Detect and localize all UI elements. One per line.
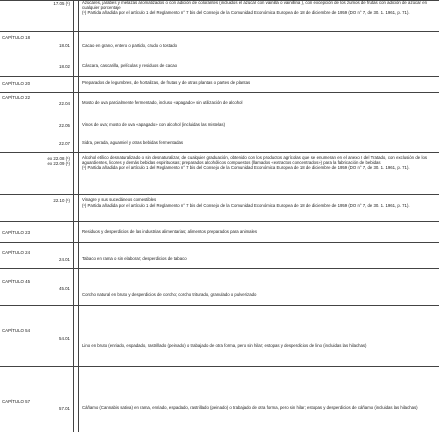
- row-divider: [0, 92, 439, 93]
- row-divider: [0, 242, 439, 243]
- chapter-label: CAPÍTULO 45: [2, 279, 31, 284]
- footnote: (¹) Partida añadida por el artículo 1 del Reglamento n° 7 bis del Consejo de la Comunidad Económica Europea de 18 de diciembre de 1959 (DO n° 7, de 30. 1. 1961, p. 71).: [82, 10, 410, 16]
- row-divider: [0, 31, 439, 32]
- product-description: [82, 156, 427, 171]
- product-description: [82, 257, 427, 262]
- tariff-code: 54.01: [59, 336, 70, 341]
- product-description: [82, 293, 427, 298]
- row-divider: [0, 152, 439, 153]
- chapter-label: CAPÍTULO 23: [2, 230, 31, 235]
- product-description: [82, 141, 427, 146]
- description-text: Tabaco en rama o sin elaborar; desperdicios de tabaco: [82, 256, 187, 261]
- row-divider: [0, 194, 439, 195]
- product-description: [82, 344, 427, 349]
- tariff-code: 22.07: [59, 141, 70, 146]
- product-description: [82, 406, 427, 411]
- chapter-label: CAPÍTULO 57: [2, 399, 31, 404]
- chapter-label: CAPÍTULO 22: [2, 95, 31, 100]
- description-text: Vinagre y sus sucedáneos comestibles: [82, 197, 157, 202]
- row-divider: [0, 305, 439, 306]
- column-divider-right: [78, 0, 79, 432]
- description-text: Cáscara, cascarilla, películas y residuos de cacao: [82, 63, 178, 68]
- description-text: Azúcares, jarabes y melazas aromatizados o con adición de colorantes (incluidos el azúcar con vainilla o vainillina ), con excepción de los zumos de frutas con adición de azúcar en cualquier porcentaje: [82, 0, 427, 10]
- description-text: Cacao en grano, entero o partido, crudo o tostado: [82, 43, 178, 48]
- chapter-label: CAPÍTULO 20: [2, 81, 31, 86]
- tariff-code: 22.10 (¹): [53, 198, 70, 203]
- footnote: (¹) Partida añadida por el artículo 1 del Reglamento n° 7 bis del Consejo de la Comunidad Económica Europea de 18 de diciembre de 1959 (DO n° 7, de 30. 1. 1961, p. 71).: [82, 202, 410, 208]
- description-text: Lino en bruto (enriado, espadado, rastrillado (peinado) o trabajado de otra forma, pero sin hilar; estopas y desperdicios de lino (incluidas las hilachas): [82, 343, 367, 348]
- tariff-code: 57.01: [59, 406, 70, 411]
- description-text: Mosto de uva parcialmente fermentado, incluso «apagado» sin utilización de alcohol: [82, 100, 243, 105]
- product-description: [82, 1, 427, 16]
- tariff-code: 17.05 (¹): [53, 1, 70, 6]
- description-text: Preparados de legumbres, de hortalizas, de frutas y de otras plantas o partes de plantas: [82, 80, 251, 85]
- tariff-code: 45.01: [59, 286, 70, 291]
- product-description: [82, 81, 427, 86]
- column-divider-left: [73, 0, 74, 432]
- product-description: [82, 198, 427, 208]
- tariff-code: 24.01: [59, 257, 70, 262]
- product-description: [82, 64, 427, 69]
- tariff-code: 22.04: [59, 101, 70, 106]
- footnote: (¹) Partida añadida por el artículo 1 del Reglamento n° 7 bis del Consejo de la Comunidad Económica Europea de 18 de diciembre de 1959 (DO n° 7, de 30. 1. 1961, p. 71).: [82, 165, 410, 171]
- description-text: Sidra, perada, aguamiel y otras bebidas fermentadas: [82, 140, 184, 145]
- product-description: [82, 230, 427, 235]
- chapter-label: CAPÍTULO 54: [2, 328, 31, 333]
- description-text: Vinos de uva; mosto de uva «apagado» con alcohol (incluidas las mistelas): [82, 122, 225, 127]
- row-divider: [0, 221, 439, 222]
- description-text: Alcohol etílico desnaturalizado o sin desnaturalizar, de cualquier graduación, obtenido con los productos agrícolas que se enumeran en el anexo I del Tratado, con exclusión de los aguardientes, licores y demás bebidas espirituosas; preparados alcohólicos compuestos (llamados «extractos concentrados») para la fabricación de bebidas: [82, 155, 427, 165]
- product-description: [82, 101, 427, 106]
- chapter-label: CAPÍTULO 18: [2, 35, 31, 40]
- description-text: Corcho natural en bruto y desperdicios de corcho; corcho triturado, granulado o pulverizado: [82, 292, 257, 297]
- row-divider: [0, 366, 439, 367]
- product-description: [82, 123, 427, 128]
- tariff-code: ex 22.08 (¹) ex 22.09 (¹): [47, 156, 70, 166]
- tariff-code: 18.01: [59, 43, 70, 48]
- tariff-code: 22.05: [59, 123, 70, 128]
- product-description: [82, 44, 427, 49]
- description-text: Residuos y desperdicios de las industrias alimentarias; alimentos preparados para animales: [82, 229, 258, 234]
- description-text: Cáñamo (Cannabis sativa) en rama, enriado, espadado, rastrillado (peinado) o trabajado de otra forma, pero sin hilar; estopas y desperdicios de cáñamo (incluidas las hilachas): [82, 405, 418, 410]
- row-divider: [0, 268, 439, 269]
- chapter-label: CAPÍTULO 24: [2, 250, 31, 255]
- tariff-code: 18.02: [59, 64, 70, 69]
- row-divider: [0, 76, 439, 77]
